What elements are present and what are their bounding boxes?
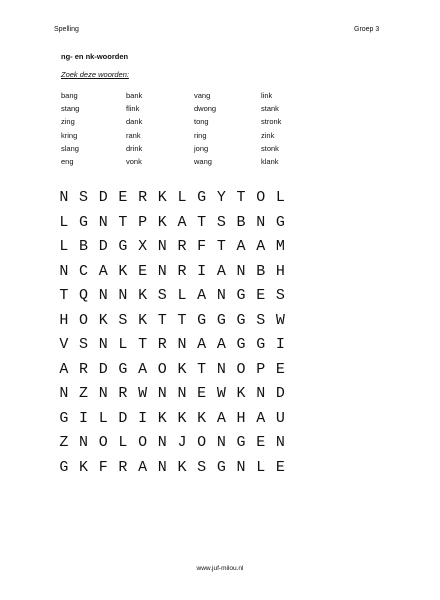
grid-letter: N xyxy=(157,238,167,255)
grid-letter: D xyxy=(118,409,128,427)
word-list-item: stank xyxy=(261,104,279,114)
word-list-item: tong xyxy=(194,117,209,127)
grid-letter: G xyxy=(236,434,246,451)
grid-letter: A xyxy=(236,238,246,255)
grid-letter: U xyxy=(275,409,285,427)
grid-letter: A xyxy=(256,238,266,255)
grid-letter: E xyxy=(256,287,266,304)
grid-letter: K xyxy=(157,189,167,206)
grid-letter: K xyxy=(138,311,148,329)
grid-letter: L xyxy=(177,287,187,304)
grid-letter: S xyxy=(197,458,207,476)
grid-letter: F xyxy=(197,238,207,255)
grid-letter: C xyxy=(79,262,89,280)
grid-letter: H xyxy=(236,409,246,427)
grid-letter: G xyxy=(275,213,285,231)
grid-letter: R xyxy=(177,238,187,255)
grid-letter: S xyxy=(118,311,128,329)
grid-letter: N xyxy=(177,385,187,402)
grid-letter: L xyxy=(98,409,108,427)
grid-letter: O xyxy=(138,434,148,451)
grid-letter: Z xyxy=(59,434,69,451)
grid-letter: L xyxy=(59,213,69,231)
grid-letter: B xyxy=(236,213,246,231)
grid-letter: N xyxy=(157,262,167,280)
grid-letter: T xyxy=(197,213,207,231)
grid-letter: G xyxy=(79,213,89,231)
grid-letter: A xyxy=(216,262,226,280)
grid-letter: A xyxy=(256,409,266,427)
word-list-item: zing xyxy=(61,117,75,127)
grid-letter: K xyxy=(197,409,207,427)
grid-letter: T xyxy=(216,238,226,255)
grid-letter: T xyxy=(157,311,167,329)
grid-letter: K xyxy=(157,409,167,427)
grid-letter: N xyxy=(236,262,246,280)
word-list-item: stang xyxy=(61,104,80,114)
grid-letter: G xyxy=(216,458,226,476)
word-list-item: wang xyxy=(194,156,212,166)
grid-letter: E xyxy=(275,458,285,476)
grid-letter: N xyxy=(59,262,69,280)
grid-letter: S xyxy=(79,336,89,353)
word-list-item: ring xyxy=(194,130,207,140)
grid-letter: S xyxy=(157,287,167,304)
footer-url: www.juf-milou.nl xyxy=(196,565,244,572)
word-list-item: eng xyxy=(61,156,74,166)
grid-letter: B xyxy=(256,262,266,280)
grid-letter: N xyxy=(177,336,187,353)
grid-letter: A xyxy=(138,458,148,476)
grid-letter: N xyxy=(59,189,69,206)
word-list-item: rank xyxy=(126,130,141,140)
grid-letter: G xyxy=(197,189,207,206)
word-list-item: bang xyxy=(61,91,78,100)
grid-letter: L xyxy=(177,189,187,206)
word-list-item: vang xyxy=(194,91,211,100)
grid-letter: O xyxy=(79,311,89,329)
instruction-subtitle: Zoek deze woorden: xyxy=(61,70,129,79)
grid-letter: N xyxy=(256,385,266,402)
word-list-item: dank xyxy=(126,117,143,127)
grid-letter: K xyxy=(177,458,187,476)
grid-letter: K xyxy=(236,385,246,402)
grid-letter: E xyxy=(138,262,148,280)
grid-letter: L xyxy=(275,189,285,206)
grid-letter: D xyxy=(98,238,108,255)
grid-letter: G xyxy=(59,409,69,427)
grid-letter: K xyxy=(98,311,108,329)
word-list-item: bank xyxy=(126,91,143,100)
grid-letter: O xyxy=(197,434,207,451)
grid-letter: K xyxy=(157,213,167,231)
grid-letter: A xyxy=(59,360,69,378)
grid-letter: T xyxy=(138,336,148,353)
grid-letter: N xyxy=(275,434,285,451)
word-search-grid xyxy=(54,188,290,482)
grid-letter: K xyxy=(177,409,187,427)
grid-letter: K xyxy=(79,458,89,476)
grid-letter: K xyxy=(138,287,148,304)
grid-letter: G xyxy=(118,360,128,378)
worksheet-title: ng- en nk-woorden xyxy=(61,52,129,61)
grid-letter: A xyxy=(138,360,148,378)
grid-letter: T xyxy=(236,189,246,206)
grid-letter: N xyxy=(98,287,108,304)
grid-letter: E xyxy=(118,189,128,206)
grid-letter: H xyxy=(59,311,69,329)
grid-letter: H xyxy=(275,262,285,280)
word-list-item: flink xyxy=(126,104,140,114)
grid-letter: Y xyxy=(216,189,226,206)
grid-letter: O xyxy=(157,360,167,378)
grid-letter: G xyxy=(118,238,128,255)
grid-letter: G xyxy=(197,311,207,329)
grid-letter: R xyxy=(157,336,167,353)
word-list-item: kring xyxy=(61,130,78,140)
grid-letter: I xyxy=(197,262,207,280)
grid-letter: P xyxy=(138,213,148,231)
grid-letter: T xyxy=(197,360,207,378)
grid-letter: N xyxy=(98,336,108,353)
grid-letter: B xyxy=(79,238,89,255)
grid-letter: N xyxy=(216,360,226,378)
grid-letter: W xyxy=(275,311,285,329)
grid-letter: L xyxy=(118,336,128,353)
grid-letter: N xyxy=(256,213,266,231)
word-list-item: link xyxy=(261,91,273,100)
grid-letter: R xyxy=(118,458,128,476)
grid-letter: A xyxy=(197,336,207,353)
grid-letter: N xyxy=(98,213,108,231)
grid-letter: E xyxy=(197,385,207,402)
grid-letter: G xyxy=(236,336,246,353)
grid-letter: I xyxy=(79,409,89,427)
grid-letter: O xyxy=(236,360,246,378)
grid-letter: X xyxy=(138,238,148,255)
word-list-item: zink xyxy=(261,130,275,140)
grid-letter: A xyxy=(177,213,187,231)
grid-letter: S xyxy=(256,311,266,329)
grid-letter: G xyxy=(236,287,246,304)
word-list-item: klank xyxy=(261,156,279,166)
grid-letter: S xyxy=(79,189,89,206)
word-list-item: stonk xyxy=(261,143,279,153)
grid-letter: G xyxy=(256,336,266,353)
word-list-item: stronk xyxy=(261,117,282,127)
grid-letter: G xyxy=(236,311,246,329)
grid-letter: T xyxy=(118,213,128,231)
grid-letter: N xyxy=(59,385,69,402)
grid-letter: R xyxy=(138,189,148,206)
grid-letter: N xyxy=(98,385,108,402)
grid-letter: E xyxy=(275,360,285,378)
grid-letter: D xyxy=(98,189,108,206)
grid-letter: D xyxy=(275,385,285,402)
grid-letter: R xyxy=(177,262,187,280)
grid-letter: K xyxy=(177,360,187,378)
grid-letter: O xyxy=(256,189,266,206)
grid-letter: F xyxy=(98,458,108,476)
grid-letter: J xyxy=(177,434,187,451)
grid-letter: G xyxy=(59,458,69,476)
grid-letter: W xyxy=(138,385,148,402)
grid-letter: A xyxy=(98,262,108,280)
grid-letter: N xyxy=(118,287,128,304)
grid-letter: I xyxy=(275,336,285,353)
word-list-item: jong xyxy=(194,143,209,153)
header-group: Groep 3 xyxy=(354,26,380,33)
grid-letter: S xyxy=(216,213,226,231)
grid-letter: R xyxy=(118,385,128,402)
grid-letter: E xyxy=(256,434,266,451)
word-list-item: slang xyxy=(61,143,79,153)
grid-letter: W xyxy=(216,385,226,402)
grid-letter: N xyxy=(157,434,167,451)
grid-letter: P xyxy=(256,360,266,378)
grid-letter: N xyxy=(216,287,226,304)
word-list-item: vonk xyxy=(126,156,142,166)
grid-letter: Q xyxy=(79,287,89,304)
grid-letter: N xyxy=(157,458,167,476)
word-list-item: dwong xyxy=(194,104,217,114)
grid-letter: L xyxy=(118,434,128,451)
grid-letter: N xyxy=(157,385,167,402)
grid-letter: K xyxy=(118,262,128,280)
grid-letter: O xyxy=(98,434,108,451)
grid-letter: D xyxy=(98,360,108,378)
grid-letter: G xyxy=(216,311,226,329)
grid-letter: A xyxy=(197,287,207,304)
grid-letter: T xyxy=(177,311,187,329)
word-list xyxy=(61,89,301,168)
header-subject: Spelling xyxy=(54,26,79,33)
word-list-item: drink xyxy=(126,143,143,153)
grid-letter: L xyxy=(256,458,266,476)
grid-letter: L xyxy=(59,238,69,255)
grid-letter: N xyxy=(216,434,226,451)
grid-letter: I xyxy=(138,409,148,427)
grid-letter: Z xyxy=(79,385,89,402)
grid-letter: A xyxy=(216,409,226,427)
grid-letter: V xyxy=(59,336,69,353)
grid-letter: M xyxy=(275,238,285,255)
grid-letter: A xyxy=(216,336,226,353)
grid-letter: N xyxy=(236,458,246,476)
grid-letter: S xyxy=(275,287,285,304)
grid-letter: T xyxy=(59,287,69,304)
grid-letter: R xyxy=(79,360,89,378)
grid-letter: N xyxy=(79,434,89,451)
